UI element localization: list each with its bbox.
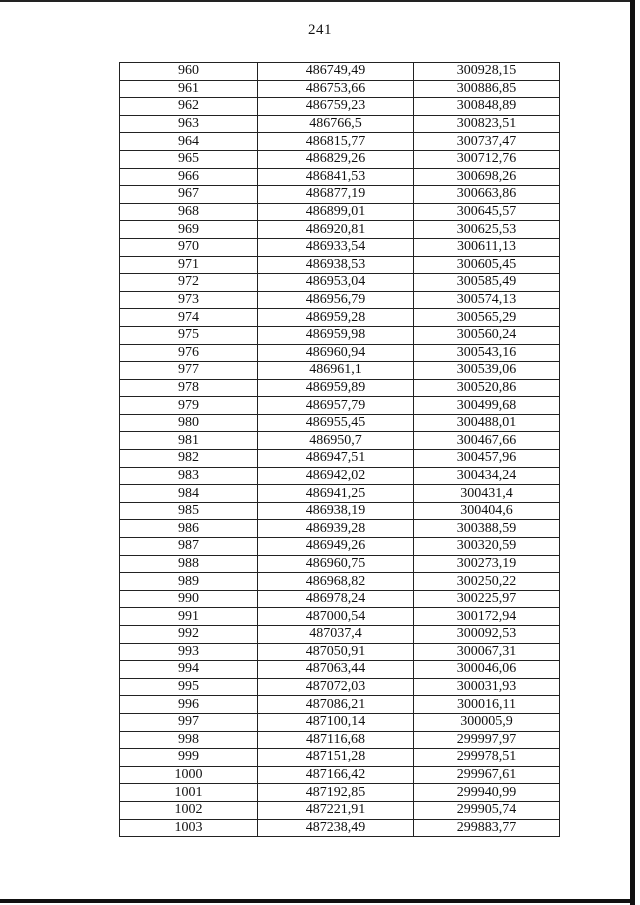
coordinates-table-body <box>120 63 560 837</box>
point-number-cell: 999 <box>120 749 258 767</box>
table-row <box>120 626 560 644</box>
table-row <box>120 731 560 749</box>
y-coordinate-cell: 300499,68 <box>414 397 560 415</box>
x-coordinate-cell: 486939,28 <box>258 520 414 538</box>
x-coordinate-cell: 487238,49 <box>258 819 414 837</box>
point-number-cell: 995 <box>120 678 258 696</box>
x-coordinate-cell: 487000,54 <box>258 608 414 626</box>
point-number-cell: 979 <box>120 397 258 415</box>
point-number-cell: 986 <box>120 520 258 538</box>
table-row <box>120 63 560 81</box>
point-number-cell: 980 <box>120 414 258 432</box>
point-number-cell: 985 <box>120 502 258 520</box>
y-coordinate-cell: 300067,31 <box>414 643 560 661</box>
y-coordinate-cell: 300560,24 <box>414 326 560 344</box>
point-number-cell: 983 <box>120 467 258 485</box>
x-coordinate-cell: 486960,94 <box>258 344 414 362</box>
point-number-cell: 982 <box>120 450 258 468</box>
coordinates-table <box>119 62 560 837</box>
y-coordinate-cell: 300005,9 <box>414 713 560 731</box>
x-coordinate-cell: 486942,02 <box>258 467 414 485</box>
y-coordinate-cell: 300320,59 <box>414 538 560 556</box>
y-coordinate-cell: 300250,22 <box>414 573 560 591</box>
table-row <box>120 80 560 98</box>
y-coordinate-cell: 300611,13 <box>414 238 560 256</box>
x-coordinate-cell: 486959,28 <box>258 309 414 327</box>
table-row <box>120 256 560 274</box>
table-row <box>120 98 560 116</box>
y-coordinate-cell: 300520,86 <box>414 379 560 397</box>
x-coordinate-cell: 487037,4 <box>258 626 414 644</box>
y-coordinate-cell: 299967,61 <box>414 766 560 784</box>
x-coordinate-cell: 486956,79 <box>258 291 414 309</box>
page-border-top <box>0 0 633 2</box>
table-row <box>120 326 560 344</box>
point-number-cell: 974 <box>120 309 258 327</box>
x-coordinate-cell: 486947,51 <box>258 450 414 468</box>
table-row <box>120 238 560 256</box>
table-row <box>120 555 560 573</box>
y-coordinate-cell: 300467,66 <box>414 432 560 450</box>
table-row <box>120 467 560 485</box>
x-coordinate-cell: 487100,14 <box>258 713 414 731</box>
point-number-cell: 993 <box>120 643 258 661</box>
point-number-cell: 1001 <box>120 784 258 802</box>
table-row <box>120 115 560 133</box>
x-coordinate-cell: 486953,04 <box>258 274 414 292</box>
y-coordinate-cell: 300404,6 <box>414 502 560 520</box>
x-coordinate-cell: 486841,53 <box>258 168 414 186</box>
point-number-cell: 967 <box>120 186 258 204</box>
y-coordinate-cell: 300698,26 <box>414 168 560 186</box>
y-coordinate-cell: 299940,99 <box>414 784 560 802</box>
y-coordinate-cell: 300585,49 <box>414 274 560 292</box>
x-coordinate-cell: 486933,54 <box>258 238 414 256</box>
table-row <box>120 502 560 520</box>
y-coordinate-cell: 300823,51 <box>414 115 560 133</box>
point-number-cell: 990 <box>120 590 258 608</box>
y-coordinate-cell: 300434,24 <box>414 467 560 485</box>
x-coordinate-cell: 487221,91 <box>258 801 414 819</box>
point-number-cell: 973 <box>120 291 258 309</box>
point-number-cell: 972 <box>120 274 258 292</box>
table-row <box>120 186 560 204</box>
table-row <box>120 379 560 397</box>
y-coordinate-cell: 300928,15 <box>414 63 560 81</box>
x-coordinate-cell: 486938,19 <box>258 502 414 520</box>
x-coordinate-cell: 487063,44 <box>258 661 414 679</box>
table-row <box>120 713 560 731</box>
y-coordinate-cell: 300663,86 <box>414 186 560 204</box>
table-row <box>120 133 560 151</box>
y-coordinate-cell: 299978,51 <box>414 749 560 767</box>
y-coordinate-cell: 300273,19 <box>414 555 560 573</box>
x-coordinate-cell: 486961,1 <box>258 362 414 380</box>
point-number-cell: 998 <box>120 731 258 749</box>
table-row <box>120 766 560 784</box>
table-row <box>120 608 560 626</box>
page-border-right <box>630 0 635 905</box>
point-number-cell: 1000 <box>120 766 258 784</box>
point-number-cell: 962 <box>120 98 258 116</box>
table-row <box>120 362 560 380</box>
point-number-cell: 971 <box>120 256 258 274</box>
y-coordinate-cell: 300016,11 <box>414 696 560 714</box>
table-row <box>120 274 560 292</box>
table-row <box>120 590 560 608</box>
y-coordinate-cell: 300712,76 <box>414 150 560 168</box>
table-row <box>120 344 560 362</box>
point-number-cell: 961 <box>120 80 258 98</box>
point-number-cell: 1002 <box>120 801 258 819</box>
point-number-cell: 977 <box>120 362 258 380</box>
point-number-cell: 991 <box>120 608 258 626</box>
y-coordinate-cell: 300574,13 <box>414 291 560 309</box>
point-number-cell: 964 <box>120 133 258 151</box>
point-number-cell: 981 <box>120 432 258 450</box>
y-coordinate-cell: 300565,29 <box>414 309 560 327</box>
y-coordinate-cell: 300488,01 <box>414 414 560 432</box>
table-row <box>120 414 560 432</box>
x-coordinate-cell: 486960,75 <box>258 555 414 573</box>
x-coordinate-cell: 486766,5 <box>258 115 414 133</box>
table-row <box>120 203 560 221</box>
x-coordinate-cell: 486829,26 <box>258 150 414 168</box>
table-row <box>120 538 560 556</box>
table-row <box>120 678 560 696</box>
point-number-cell: 989 <box>120 573 258 591</box>
x-coordinate-cell: 486950,7 <box>258 432 414 450</box>
y-coordinate-cell: 300543,16 <box>414 344 560 362</box>
table-row <box>120 643 560 661</box>
x-coordinate-cell: 487192,85 <box>258 784 414 802</box>
point-number-cell: 994 <box>120 661 258 679</box>
x-coordinate-cell: 486978,24 <box>258 590 414 608</box>
table-row <box>120 397 560 415</box>
point-number-cell: 992 <box>120 626 258 644</box>
point-number-cell: 970 <box>120 238 258 256</box>
x-coordinate-cell: 487072,03 <box>258 678 414 696</box>
y-coordinate-cell: 300457,96 <box>414 450 560 468</box>
table-row <box>120 573 560 591</box>
point-number-cell: 960 <box>120 63 258 81</box>
x-coordinate-cell: 486753,66 <box>258 80 414 98</box>
table-row <box>120 520 560 538</box>
table-row <box>120 661 560 679</box>
table-row <box>120 450 560 468</box>
x-coordinate-cell: 486949,26 <box>258 538 414 556</box>
x-coordinate-cell: 486749,49 <box>258 63 414 81</box>
point-number-cell: 978 <box>120 379 258 397</box>
point-number-cell: 987 <box>120 538 258 556</box>
point-number-cell: 968 <box>120 203 258 221</box>
y-coordinate-cell: 300737,47 <box>414 133 560 151</box>
table-row <box>120 168 560 186</box>
point-number-cell: 988 <box>120 555 258 573</box>
x-coordinate-cell: 486899,01 <box>258 203 414 221</box>
x-coordinate-cell: 486815,77 <box>258 133 414 151</box>
x-coordinate-cell: 486920,81 <box>258 221 414 239</box>
point-number-cell: 976 <box>120 344 258 362</box>
point-number-cell: 966 <box>120 168 258 186</box>
y-coordinate-cell: 300431,4 <box>414 485 560 503</box>
table-row <box>120 150 560 168</box>
x-coordinate-cell: 486959,89 <box>258 379 414 397</box>
x-coordinate-cell: 486968,82 <box>258 573 414 591</box>
y-coordinate-cell: 300605,45 <box>414 256 560 274</box>
table-row <box>120 784 560 802</box>
y-coordinate-cell: 299883,77 <box>414 819 560 837</box>
x-coordinate-cell: 486957,79 <box>258 397 414 415</box>
y-coordinate-cell: 300886,85 <box>414 80 560 98</box>
page-border-bottom <box>0 899 633 903</box>
x-coordinate-cell: 486959,98 <box>258 326 414 344</box>
y-coordinate-cell: 299905,74 <box>414 801 560 819</box>
page-number: 241 <box>308 22 332 38</box>
y-coordinate-cell: 300388,59 <box>414 520 560 538</box>
x-coordinate-cell: 486938,53 <box>258 256 414 274</box>
y-coordinate-cell: 300848,89 <box>414 98 560 116</box>
x-coordinate-cell: 486877,19 <box>258 186 414 204</box>
table-row <box>120 309 560 327</box>
y-coordinate-cell: 300092,53 <box>414 626 560 644</box>
point-number-cell: 1003 <box>120 819 258 837</box>
x-coordinate-cell: 486955,45 <box>258 414 414 432</box>
y-coordinate-cell: 300046,06 <box>414 661 560 679</box>
x-coordinate-cell: 487116,68 <box>258 731 414 749</box>
y-coordinate-cell: 299997,97 <box>414 731 560 749</box>
table-row <box>120 819 560 837</box>
y-coordinate-cell: 300172,94 <box>414 608 560 626</box>
x-coordinate-cell: 487151,28 <box>258 749 414 767</box>
y-coordinate-cell: 300645,57 <box>414 203 560 221</box>
point-number-cell: 984 <box>120 485 258 503</box>
x-coordinate-cell: 486759,23 <box>258 98 414 116</box>
point-number-cell: 996 <box>120 696 258 714</box>
y-coordinate-cell: 300625,53 <box>414 221 560 239</box>
point-number-cell: 969 <box>120 221 258 239</box>
point-number-cell: 963 <box>120 115 258 133</box>
x-coordinate-cell: 487166,42 <box>258 766 414 784</box>
y-coordinate-cell: 300031,93 <box>414 678 560 696</box>
point-number-cell: 975 <box>120 326 258 344</box>
y-coordinate-cell: 300539,06 <box>414 362 560 380</box>
x-coordinate-cell: 487086,21 <box>258 696 414 714</box>
table-row <box>120 801 560 819</box>
x-coordinate-cell: 487050,91 <box>258 643 414 661</box>
point-number-cell: 965 <box>120 150 258 168</box>
x-coordinate-cell: 486941,25 <box>258 485 414 503</box>
table-row <box>120 432 560 450</box>
table-row <box>120 696 560 714</box>
table-row <box>120 221 560 239</box>
table-row <box>120 291 560 309</box>
y-coordinate-cell: 300225,97 <box>414 590 560 608</box>
table-row <box>120 485 560 503</box>
point-number-cell: 997 <box>120 713 258 731</box>
table-row <box>120 749 560 767</box>
